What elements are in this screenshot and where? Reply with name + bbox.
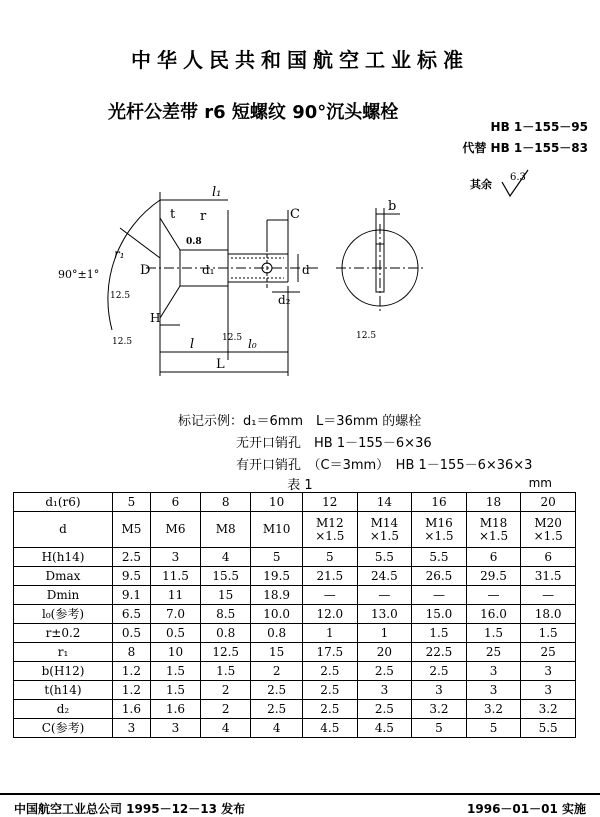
- value-cell: 8: [201, 493, 251, 512]
- value-cell: 1.5: [150, 681, 200, 700]
- value-cell: 3.2: [412, 700, 467, 719]
- table-row: [14, 605, 576, 624]
- value-cell: 4: [251, 719, 303, 738]
- value-cell: 10.0: [251, 605, 303, 624]
- value-cell: 2.5: [251, 700, 303, 719]
- label-surf-125d: 12.5: [356, 331, 377, 341]
- value-cell: [150, 512, 200, 548]
- value-cell: 9.5: [113, 567, 151, 586]
- value-cell: 3: [150, 719, 200, 738]
- param-cell: Dmax: [14, 567, 113, 586]
- dimension-table: [13, 492, 576, 738]
- value-cell: 13.0: [357, 605, 412, 624]
- value-sub: ×1.5: [478, 528, 509, 543]
- label-d2: d₂: [278, 293, 291, 307]
- value-cell: 5: [251, 548, 303, 567]
- param-cell: l₀(参考): [14, 605, 113, 624]
- example-line-1: 标记示例：d₁＝6mm L＝36mm 的螺栓: [178, 414, 422, 429]
- value-cell: 2: [201, 681, 251, 700]
- value-main: M18: [479, 515, 508, 530]
- value-cell: 20: [521, 493, 576, 512]
- value-cell: 12.5: [201, 643, 251, 662]
- table-row: [14, 643, 576, 662]
- param-cell: d₂: [14, 700, 113, 719]
- value-cell: 1.5: [412, 624, 467, 643]
- value-cell: 18.0: [521, 605, 576, 624]
- value-cell: 6.5: [113, 605, 151, 624]
- value-cell: 0.8: [251, 624, 303, 643]
- value-cell: 17.5: [303, 643, 358, 662]
- footer-rule: [0, 793, 600, 795]
- roughness-symbol: [500, 166, 536, 200]
- value-main: M10: [262, 522, 291, 536]
- value-cell: [251, 512, 303, 548]
- table-row: [14, 567, 576, 586]
- value-cell: 10: [150, 643, 200, 662]
- value-cell: 11: [150, 586, 200, 605]
- value-cell: 12.0: [303, 605, 358, 624]
- value-cell: 1: [303, 624, 358, 643]
- value-cell: 29.5: [466, 567, 521, 586]
- label-t: t: [170, 207, 176, 222]
- value-cell: 26.5: [412, 567, 467, 586]
- value-cell: 22.5: [412, 643, 467, 662]
- value-main: M16: [425, 515, 453, 530]
- value-cell: 7.0: [150, 605, 200, 624]
- roughness-value: 6.3: [510, 172, 526, 183]
- value-cell: [113, 512, 151, 548]
- value-cell: 0.8: [201, 624, 251, 643]
- label-l0: l₀: [248, 337, 257, 351]
- roughness-label: 其余: [470, 178, 492, 191]
- value-cell: 1.5: [201, 662, 251, 681]
- value-cell: 8: [113, 643, 151, 662]
- value-cell: 15: [251, 643, 303, 662]
- param-cell: b(H12): [14, 662, 113, 681]
- value-cell: 5: [466, 719, 521, 738]
- value-cell: 24.5: [357, 567, 412, 586]
- value-cell: 6: [150, 493, 200, 512]
- value-cell: 25: [466, 643, 521, 662]
- param-cell: t(h14): [14, 681, 113, 700]
- label-l1: l₁: [212, 185, 222, 200]
- value-cell: [201, 512, 251, 548]
- value-cell: 16: [412, 493, 467, 512]
- value-cell: 3.2: [521, 700, 576, 719]
- value-cell: 3: [521, 662, 576, 681]
- bolt-drawing: [50, 180, 450, 390]
- value-cell: 6: [521, 548, 576, 567]
- value-cell: [303, 512, 358, 548]
- value-cell: 1.6: [113, 700, 151, 719]
- value-cell: —: [303, 586, 358, 605]
- value-cell: 5: [303, 548, 358, 567]
- value-cell: 10: [251, 493, 303, 512]
- value-cell: 19.5: [251, 567, 303, 586]
- value-sub: ×1.5: [533, 528, 563, 543]
- param-cell: C(参考): [14, 719, 113, 738]
- value-cell: —: [357, 586, 412, 605]
- value-cell: 1.5: [466, 624, 521, 643]
- param-cell: d: [14, 512, 113, 548]
- value-cell: —: [412, 586, 467, 605]
- label-d: d: [302, 263, 310, 277]
- value-cell: [466, 512, 521, 548]
- value-main: M8: [215, 522, 236, 536]
- value-cell: 2: [251, 662, 303, 681]
- table-unit: mm: [528, 476, 552, 490]
- table-row: [14, 493, 576, 512]
- value-cell: 3: [466, 681, 521, 700]
- value-cell: [412, 512, 467, 548]
- label-r: r: [200, 209, 207, 224]
- value-cell: 4: [201, 719, 251, 738]
- label-D: D: [140, 263, 151, 278]
- value-cell: 4: [201, 548, 251, 567]
- value-cell: 1: [357, 624, 412, 643]
- value-cell: 1.2: [113, 681, 151, 700]
- value-cell: 2.5: [357, 700, 412, 719]
- value-cell: 2.5: [113, 548, 151, 567]
- value-cell: 5: [412, 719, 467, 738]
- value-cell: 12: [303, 493, 358, 512]
- value-cell: 25: [521, 643, 576, 662]
- value-cell: 2.5: [303, 681, 358, 700]
- value-cell: 3: [521, 681, 576, 700]
- label-surf-08: 0.8: [186, 237, 202, 247]
- value-cell: 0.5: [150, 624, 200, 643]
- label-d1: d₁: [202, 263, 215, 277]
- table-row: [14, 548, 576, 567]
- value-cell: 2.5: [412, 662, 467, 681]
- value-cell: 5: [113, 493, 151, 512]
- value-cell: 21.5: [303, 567, 358, 586]
- value-cell: 5.5: [521, 719, 576, 738]
- table-caption: 表 1: [287, 478, 313, 493]
- value-cell: 18: [466, 493, 521, 512]
- label-surf-125b: 12.5: [222, 333, 243, 343]
- value-cell: 15.5: [201, 567, 251, 586]
- param-cell: Dmin: [14, 586, 113, 605]
- standard-code: HB 1－155－95: [490, 120, 588, 134]
- value-main: M14: [370, 515, 399, 530]
- value-cell: 8.5: [201, 605, 251, 624]
- value-cell: 5.5: [357, 548, 412, 567]
- value-cell: 2.5: [303, 700, 358, 719]
- document-title: 光杆公差带 r6 短螺纹 90°沉头螺栓: [108, 102, 399, 123]
- label-H: H: [150, 311, 161, 325]
- label-l: l: [190, 337, 195, 352]
- standard-header: 中华人民共和国航空工业标准: [131, 48, 469, 72]
- value-cell: —: [521, 586, 576, 605]
- param-cell: r±0.2: [14, 624, 113, 643]
- value-cell: 20: [357, 643, 412, 662]
- label-b: b: [388, 199, 397, 214]
- value-cell: 4.5: [357, 719, 412, 738]
- table-row: [14, 662, 576, 681]
- label-r1: r₁: [114, 247, 125, 261]
- value-cell: 15: [201, 586, 251, 605]
- value-cell: 11.5: [150, 567, 200, 586]
- footer-effective: 1996－01－01 实施: [467, 802, 586, 816]
- example-line-2: 无开口销孔 HB 1－155－6×36: [236, 436, 432, 451]
- value-sub: ×1.5: [369, 528, 399, 543]
- param-cell: d₁(r6): [14, 493, 113, 512]
- param-cell: H(h14): [14, 548, 113, 567]
- value-cell: 1.2: [113, 662, 151, 681]
- label-surf-125c: 12.5: [112, 337, 133, 347]
- value-cell: 1.5: [521, 624, 576, 643]
- value-cell: 1.5: [150, 662, 200, 681]
- footer-issuer: 中国航空工业总公司 1995－12－13 发布: [14, 802, 246, 816]
- value-main: M5: [121, 522, 142, 536]
- value-cell: 3.2: [466, 700, 521, 719]
- param-cell: r₁: [14, 643, 113, 662]
- value-cell: 2: [201, 700, 251, 719]
- table-row: [14, 624, 576, 643]
- table-row: [14, 586, 576, 605]
- label-angle: 90°±1°: [58, 268, 100, 281]
- value-cell: [357, 512, 412, 548]
- value-cell: 2.5: [251, 681, 303, 700]
- value-cell: 31.5: [521, 567, 576, 586]
- value-main: M6: [165, 522, 186, 536]
- value-cell: 2.5: [357, 662, 412, 681]
- replaces-code: 代替 HB 1－155－83: [462, 141, 588, 155]
- value-main: M12: [316, 515, 344, 530]
- table-row: [14, 512, 576, 548]
- value-sub: ×1.5: [424, 528, 454, 543]
- value-cell: 14: [357, 493, 412, 512]
- value-cell: 3: [357, 681, 412, 700]
- value-cell: 9.1: [113, 586, 151, 605]
- value-cell: 4.5: [303, 719, 358, 738]
- value-cell: 18.9: [251, 586, 303, 605]
- value-cell: 2.5: [303, 662, 358, 681]
- value-cell: 3: [150, 548, 200, 567]
- table-row: [14, 681, 576, 700]
- value-cell: 1.6: [150, 700, 200, 719]
- value-cell: 3: [113, 719, 151, 738]
- table-row: [14, 700, 576, 719]
- value-cell: 15.0: [412, 605, 467, 624]
- value-cell: 0.5: [113, 624, 151, 643]
- example-line-3: 有开口销孔 （C＝3mm） HB 1－155－6×36×3: [236, 458, 533, 473]
- value-cell: [521, 512, 576, 548]
- value-sub: ×1.5: [315, 528, 345, 543]
- label-c: C: [290, 207, 300, 222]
- value-cell: —: [466, 586, 521, 605]
- table-row: [14, 719, 576, 738]
- value-cell: 3: [466, 662, 521, 681]
- label-surf-125a: 12.5: [110, 291, 131, 301]
- value-cell: 5.5: [412, 548, 467, 567]
- label-L: L: [216, 357, 225, 372]
- value-cell: 6: [466, 548, 521, 567]
- value-cell: 16.0: [466, 605, 521, 624]
- value-main: M20: [534, 515, 562, 530]
- value-cell: 3: [412, 681, 467, 700]
